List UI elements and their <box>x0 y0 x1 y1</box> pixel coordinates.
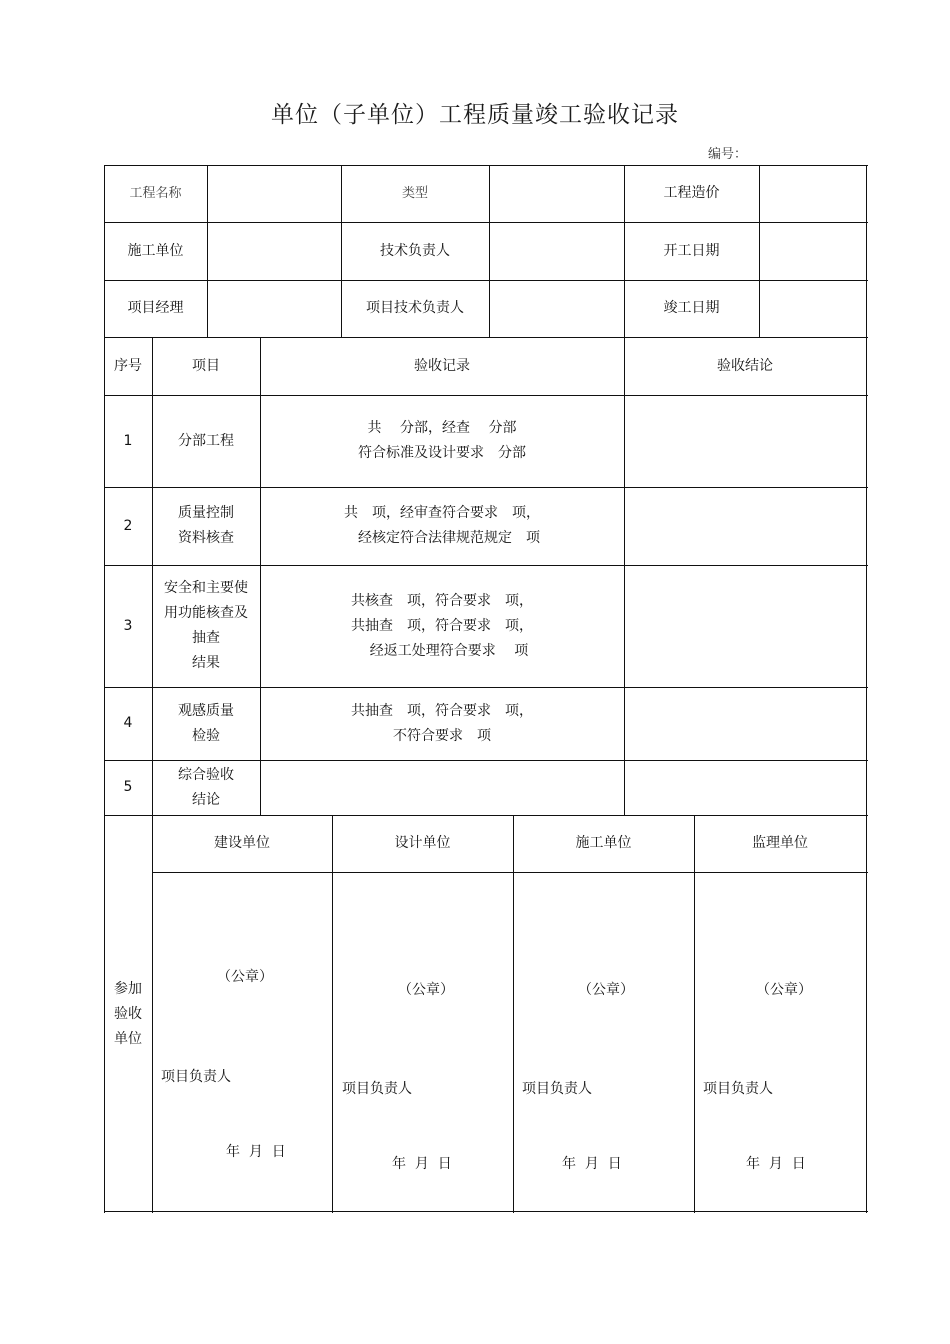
label-start-date: 开工日期 <box>663 242 720 259</box>
table-row-seq: 5 <box>123 779 133 795</box>
table-row-item: 质量控制 资料核查 <box>178 505 234 546</box>
column-header-conclusion: 验收结论 <box>717 357 773 374</box>
unit-header-designer: 设计单位 <box>394 835 451 851</box>
project-leader-label: 项目负责人 <box>342 1081 412 1097</box>
label-project-cost: 工程造价 <box>663 185 720 201</box>
table-row-record: 共核查 项，符合要求 项， 共抽查 项，符合要求 项， 经返工处理符合要求 项 <box>351 592 533 659</box>
table-row-item: 分部工程 <box>178 432 234 449</box>
table-line <box>489 165 490 338</box>
label-project-technical-lead: 项目技术负责人 <box>366 300 464 316</box>
page-title: 单位（子单位）工程质量竣工验收记录 <box>271 102 679 128</box>
table-line <box>624 337 625 816</box>
table-line <box>759 165 760 338</box>
table-row-seq: 1 <box>123 432 133 449</box>
official-seal-label: （公章） <box>398 982 454 998</box>
official-seal-label: （公章） <box>217 969 273 985</box>
table-line <box>332 815 333 1213</box>
label-project-manager: 项目经理 <box>127 300 184 316</box>
label-project-name: 工程名称 <box>129 186 182 201</box>
official-seal-label: （公章） <box>756 982 812 998</box>
table-row-seq: 4 <box>123 715 133 731</box>
date-label: 年 月 日 <box>562 1156 622 1172</box>
date-label: 年 月 日 <box>226 1144 286 1160</box>
table-row-record: 共 分部，经查 分部 符合标准及设计要求 分部 <box>358 420 526 461</box>
column-header-record: 验收记录 <box>414 357 470 374</box>
project-leader-label: 项目负责人 <box>161 1069 231 1085</box>
label-contractor: 施工单位 <box>127 242 184 259</box>
table-row-seq: 3 <box>123 617 133 634</box>
label-type: 类型 <box>401 186 428 201</box>
table-row-item: 安全和主要使 用功能核查及 抽查 结果 <box>164 580 248 671</box>
table-row-item: 综合验收 结论 <box>178 766 234 808</box>
acceptance-record-table <box>104 165 868 1213</box>
table-line <box>104 1211 868 1212</box>
table-line <box>694 815 695 1213</box>
unit-header-supervisor: 监理单位 <box>752 835 808 851</box>
table-line <box>866 165 867 1213</box>
table-row-record: 共抽查 项，符合要求 项， 不符合要求 项 <box>351 702 533 744</box>
label-completion-date: 竣工日期 <box>663 300 720 316</box>
table-line <box>513 815 514 1213</box>
column-header-item: 项目 <box>192 357 220 374</box>
date-label: 年 月 日 <box>392 1156 452 1172</box>
table-row-record <box>260 760 624 815</box>
unit-header-contractor: 施工单位 <box>575 835 632 851</box>
project-leader-label: 项目负责人 <box>703 1081 773 1097</box>
table-row-item: 观感质量 检验 <box>178 702 234 744</box>
table-line <box>152 872 868 873</box>
serial-number-label: 编号： <box>708 147 748 162</box>
label-technical-lead: 技术负责人 <box>380 242 450 259</box>
date-label: 年 月 日 <box>746 1156 806 1172</box>
table-row-seq: 2 <box>123 517 133 534</box>
project-leader-label: 项目负责人 <box>522 1081 592 1097</box>
official-seal-label: （公章） <box>578 982 634 998</box>
participants-label: 参加 验收 单位 <box>114 980 142 1047</box>
column-header-seq: 序号 <box>114 357 142 374</box>
table-line <box>207 165 208 338</box>
table-row-record: 共 项，经审查符合要求 项， 经核定符合法律规范规定 项 <box>344 505 540 546</box>
unit-header-owner: 建设单位 <box>214 835 270 851</box>
